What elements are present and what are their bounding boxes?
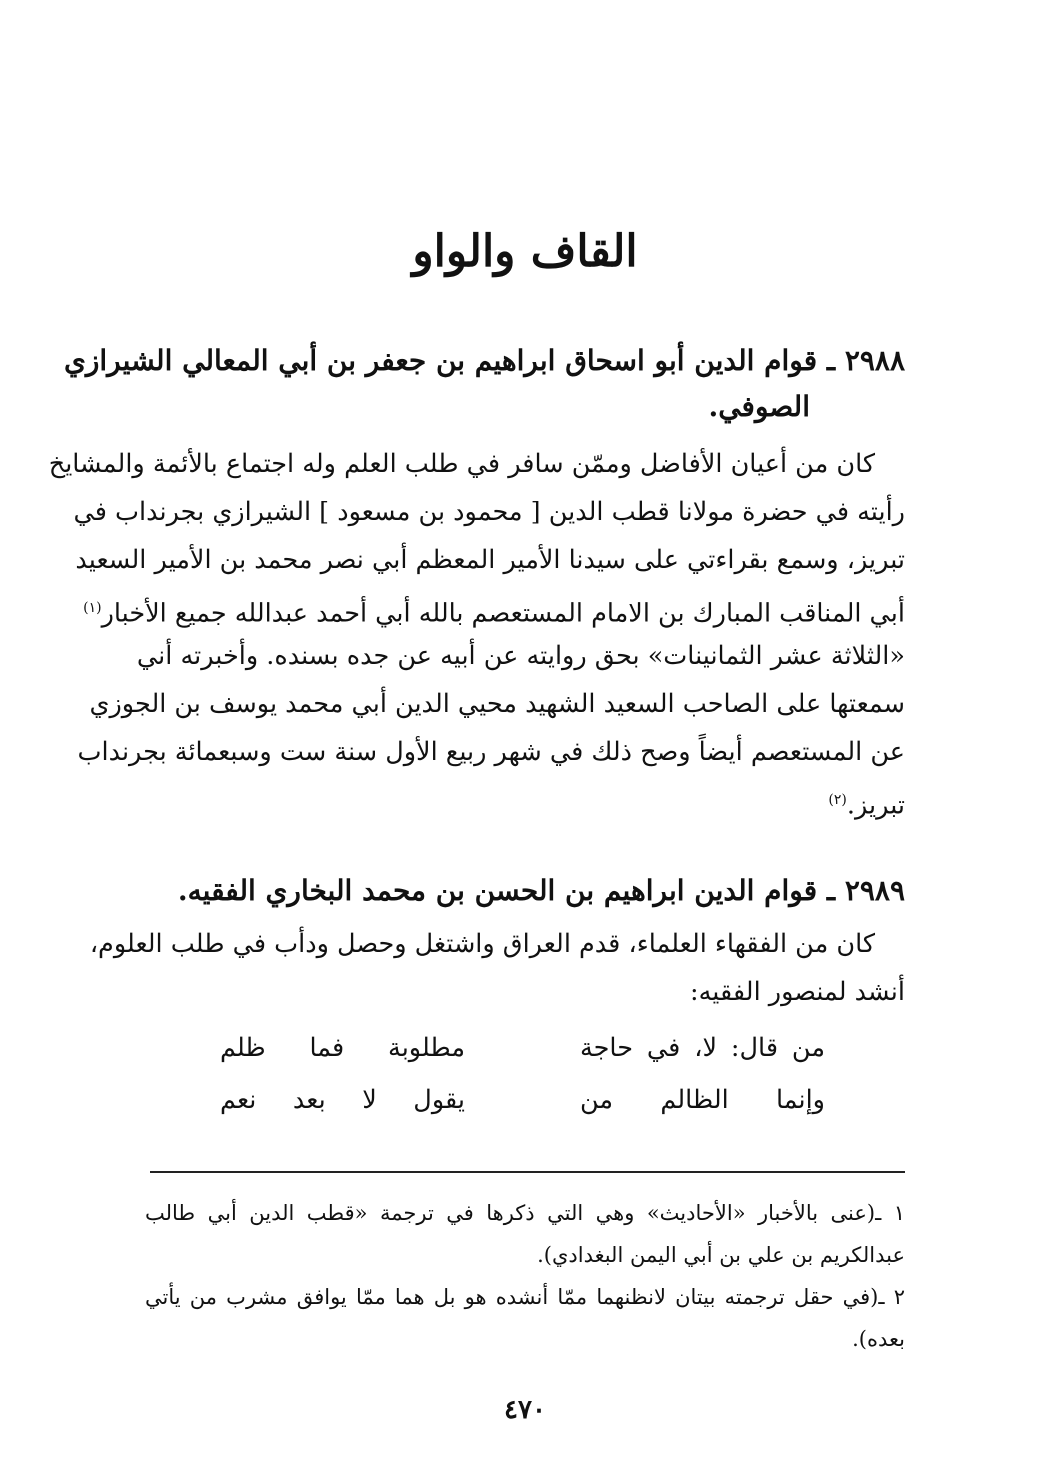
body-line: تبريز، وسمع بقراءتي على سيدنا الأمير المعظم أبي نصر محمد بن الأمير السعيد xyxy=(75,545,905,575)
entry-heading-2989 xyxy=(145,868,905,914)
section-title: القاف والواو xyxy=(412,226,638,277)
body-line: عن المستعصم أيضاً وصح ذلك في شهر ربيع الأول سنة ست وسبعمائة بجرنداب xyxy=(77,737,905,767)
body-line: رأيته في حضرة مولانا قطب الدين [ محمود بن مسعود ] الشيرازي بجرنداب في xyxy=(73,497,905,527)
page-number: ٤٧٠ xyxy=(504,1395,546,1425)
body-line: «الثلاثة عشر الثمانينات» بحق روايته عن أبيه عن جده بسنده. وأخبرته أني xyxy=(136,641,905,671)
body-line-text: تبريز. xyxy=(846,790,905,821)
body-line: سمعتها على الصاحب السعيد الشهيد محيي الدين أبي محمد يوسف بن الجوزي xyxy=(89,689,905,719)
footnotes xyxy=(145,1192,905,1360)
poem-verse xyxy=(145,1022,905,1074)
poem-verse xyxy=(145,1074,905,1126)
footnote-line: ١ ـ(عنى بالأخبار «الأحاديث» وهي التي ذكرها في ترجمة «قطب الدين أبي طالب xyxy=(145,1201,905,1225)
body-line-with-footnote xyxy=(83,584,905,632)
footnote-marker-2: (٢) xyxy=(828,792,847,808)
poem-hemistich-second: يقول لا بعد نعم xyxy=(220,1085,465,1115)
body-line-with-footnote xyxy=(145,776,905,824)
entry-heading-line: ٢٩٨٨ ـ قوام الدين أبو اسحاق ابراهيم بن جعفر بن أبي المعالي الشيرازي xyxy=(63,344,905,377)
footnote-divider xyxy=(150,1171,905,1173)
poem-hemistich-first: وإنما الظالم من xyxy=(580,1085,825,1115)
body-line: كان من الفقهاء العلماء، قدم العراق واشتغل وحصل ودأب في طلب العلوم، xyxy=(89,929,875,959)
footnote-marker-1: (١) xyxy=(83,600,102,616)
body-line: أنشد لمنصور الفقيه: xyxy=(690,977,905,1007)
entry-body-2989 xyxy=(89,920,905,1016)
poem-hemistich-first: من قال: لا، في حاجة xyxy=(580,1033,825,1063)
body-line: كان من أعيان الأفاضل وممّن سافر في طلب العلم وله اجتماع بالأئمة والمشايخ xyxy=(48,449,875,479)
entry-heading-line: ٢٩٨٩ ـ قوام الدين ابراهيم بن الحسن بن محمد البخاري الفقيه. xyxy=(177,874,905,907)
entry-body-2988 xyxy=(48,440,905,824)
entry-heading-line: الصوفي. xyxy=(708,390,810,423)
footnote-line: ٢ ـ(في حقل ترجمته بيتان لانظنهما ممّا أنشده هو بل هما ممّا يوافق مشرب من يأتي xyxy=(145,1285,905,1309)
body-line-text: أبي المناقب المبارك بن الامام المستعصم بالله أبي أحمد عبدالله جميع الأخبار xyxy=(101,598,905,629)
footnote-line: عبدالكريم بن علي بن أبي اليمن البغدادي). xyxy=(537,1243,905,1267)
poem-hemistich-second: مطلوبة فما ظلم xyxy=(220,1033,465,1063)
footnote-line: بعده). xyxy=(852,1327,905,1351)
entry-heading-2988 xyxy=(63,338,905,430)
poem xyxy=(145,1022,905,1126)
